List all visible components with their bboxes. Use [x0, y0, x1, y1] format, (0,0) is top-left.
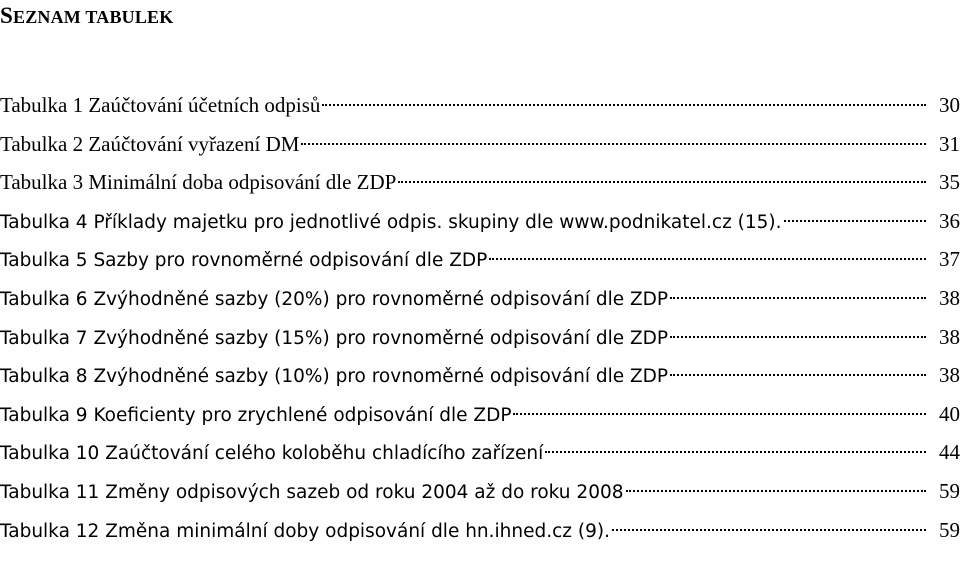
table-list-item[interactable] — [0, 240, 960, 279]
dot-leader — [612, 529, 926, 531]
page-number: 38 — [939, 324, 960, 349]
table-list-item[interactable] — [0, 279, 960, 318]
dot-leader — [301, 143, 926, 145]
page-number: 37 — [939, 247, 960, 272]
table-title: Tabulka 1 Zaúčtování účetních odpisů — [0, 93, 321, 117]
table-title: Tabulka 4 Příklady majetku pro jednotlivé odpis. skupiny dle www.podnikatel.cz (15). — [0, 211, 782, 233]
table-list-item[interactable] — [0, 318, 960, 357]
table-list-item[interactable] — [0, 163, 960, 202]
table-title: Tabulka 9 Koeficienty pro zrychlené odpisování dle ZDP — [0, 404, 512, 426]
table-list-item[interactable] — [0, 202, 960, 241]
page-number: 38 — [939, 285, 960, 310]
table-title: Tabulka 7 Zvýhodněné sazby (15%) pro rovnoměrné odpisování dle ZDP — [0, 327, 669, 349]
page-heading — [0, 3, 173, 30]
page-number: 36 — [939, 208, 960, 233]
table-list-item[interactable] — [0, 86, 960, 125]
dot-leader — [626, 490, 927, 492]
table-list-item[interactable] — [0, 356, 960, 395]
table-title: Tabulka 8 Zvýhodněné sazby (10%) pro rovnoměrné odpisování dle ZDP — [0, 366, 669, 388]
dot-leader — [322, 104, 926, 106]
dot-leader — [670, 374, 926, 376]
table-title: Tabulka 10 Zaúčtování celého koloběhu chladícího zařízení — [0, 443, 544, 465]
dot-leader — [784, 220, 926, 222]
table-title: Tabulka 5 Sazby pro rovnoměrné odpisování dle ZDP — [0, 250, 488, 272]
table-list-item[interactable] — [0, 472, 960, 511]
heading-initial: S — [0, 3, 13, 28]
dot-leader — [670, 336, 926, 338]
page-number: 59 — [939, 517, 960, 542]
page-number: 59 — [939, 478, 960, 503]
table-title: Tabulka 11 Změny odpisových sazeb od roku 2004 až do roku 2008 — [0, 481, 624, 503]
dot-leader — [670, 297, 926, 299]
dot-leader — [545, 451, 926, 453]
table-title: Tabulka 2 Zaúčtování vyřazení DM — [0, 131, 300, 156]
dot-leader — [398, 181, 926, 183]
dot-leader — [513, 413, 926, 415]
table-list-item[interactable] — [0, 433, 960, 472]
table-list-item[interactable] — [0, 395, 960, 434]
page-number: 38 — [939, 363, 960, 388]
dot-leader — [489, 258, 926, 260]
table-list-item[interactable] — [0, 511, 960, 550]
table-title: Tabulka 3 Minimální doba odpisování dle ZDP — [0, 170, 397, 195]
heading-rest: EZNAM TABULEK — [13, 7, 174, 27]
table-title: Tabulka 6 Zvýhodněné sazby (20%) pro rovnoměrné odpisování dle ZDP — [0, 288, 669, 310]
table-list-item[interactable] — [0, 125, 960, 164]
table-title: Tabulka 12 Změna minimální doby odpisování dle hn.ihned.cz (9). — [0, 520, 610, 542]
page-number: 40 — [939, 401, 960, 426]
table-list — [0, 86, 960, 549]
page-number: 44 — [939, 440, 960, 465]
page-number: 35 — [939, 170, 960, 195]
page-number: 31 — [939, 131, 960, 156]
page-number: 30 — [939, 93, 960, 117]
